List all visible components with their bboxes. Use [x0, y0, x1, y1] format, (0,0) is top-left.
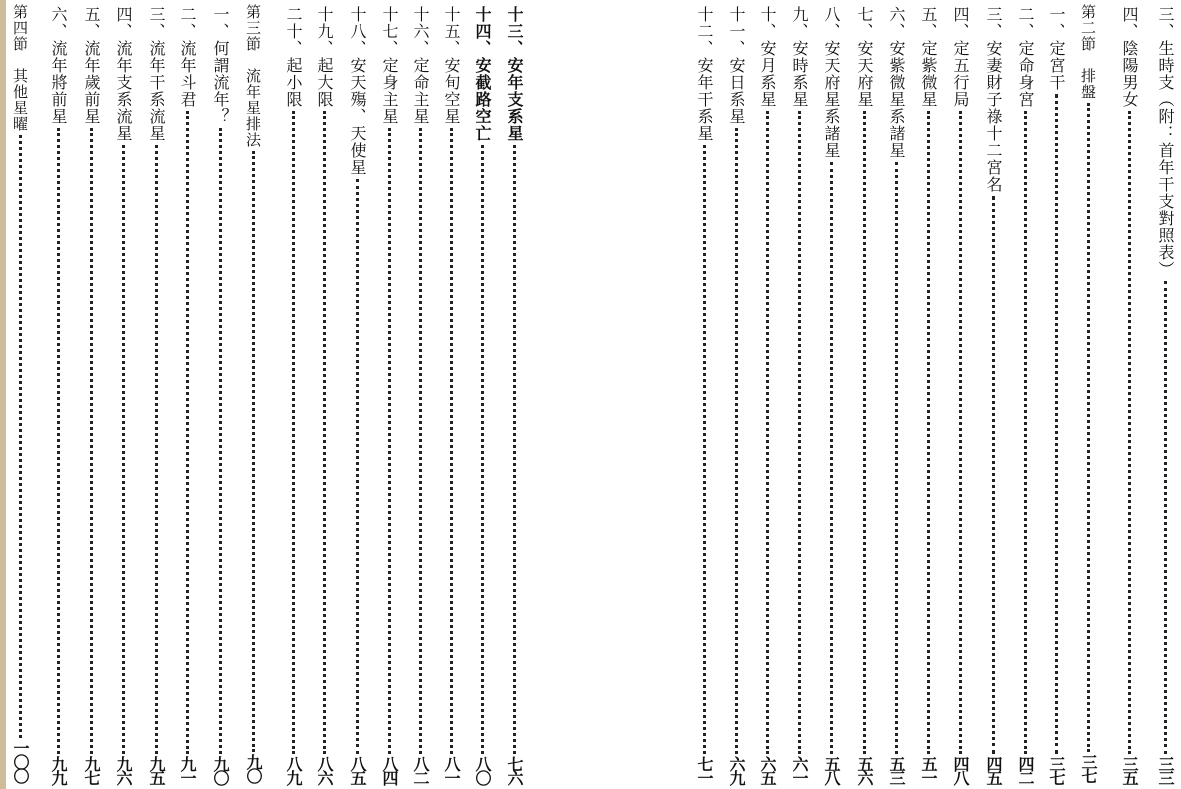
entry-title: 九、安時系星	[790, 6, 809, 108]
page-number: 七一	[695, 756, 714, 784]
entry-title: 十三、安年支系星	[505, 6, 524, 142]
entry-title: 二、流年斗君	[178, 6, 197, 108]
dot-leader	[57, 128, 60, 754]
section-title: 第三節 流年星排法	[244, 4, 262, 148]
toc-entry[interactable]	[882, 6, 910, 784]
entry-title: 四、流年支系流星	[114, 6, 133, 142]
page-number: 九〇	[211, 756, 230, 784]
dot-leader	[219, 128, 222, 754]
toc-section-heading[interactable]	[1074, 4, 1102, 782]
toc-entry[interactable]	[468, 6, 496, 784]
entry-title: 二十、起小限	[284, 6, 303, 108]
page-number: 八九	[284, 756, 303, 784]
dot-leader	[1164, 281, 1167, 754]
page-number: 三三	[1156, 756, 1175, 784]
toc-entry[interactable]	[77, 6, 105, 784]
toc-section-heading[interactable]	[239, 4, 267, 782]
dot-leader	[388, 128, 391, 754]
dot-leader	[798, 111, 801, 754]
entry-title: 十二、安年干系星	[695, 6, 714, 142]
dot-leader	[703, 145, 706, 754]
entry-title: 十九、起大限	[315, 6, 334, 108]
toc-section-heading[interactable]	[6, 4, 34, 782]
page-number: 三五	[1120, 756, 1139, 784]
section-title: 第四節 其他星曜	[11, 4, 29, 132]
dot-leader	[356, 179, 359, 754]
dot-leader	[19, 135, 22, 738]
entry-title: 十七、定身主星	[380, 6, 399, 125]
toc-entry[interactable]	[785, 6, 813, 784]
toc-entry[interactable]	[406, 6, 434, 784]
page-number: 八五	[348, 756, 367, 784]
toc-entry[interactable]	[1011, 6, 1039, 784]
page-number: 五六	[855, 756, 874, 784]
entry-title: 三、流年干系流星	[147, 6, 166, 142]
dot-leader	[830, 162, 833, 754]
entry-title: 七、安天府星	[855, 6, 874, 108]
toc-entry[interactable]	[173, 6, 201, 784]
toc-entry[interactable]	[500, 6, 528, 784]
dot-leader	[735, 128, 738, 754]
entry-title: 十五、安旬空星	[442, 6, 461, 125]
entry-title: 二、定命身宮	[1016, 6, 1035, 108]
toc-entry[interactable]	[1042, 6, 1070, 784]
entry-title: 五、定紫微星	[919, 6, 938, 108]
page-number: 八六	[315, 756, 334, 784]
dot-leader	[927, 111, 930, 754]
page-number: 五三	[887, 756, 906, 784]
toc-entry[interactable]	[206, 6, 234, 784]
dot-leader	[895, 162, 898, 754]
dot-leader	[481, 145, 484, 754]
page-number: 八二	[411, 756, 430, 784]
entry-title: 一、定宮干	[1047, 6, 1066, 91]
page-number: 六五	[758, 756, 777, 784]
toc-entry[interactable]	[946, 6, 974, 784]
toc-entry[interactable]	[279, 6, 307, 784]
dot-leader	[863, 111, 866, 754]
entry-title: 六、流年將前星	[49, 6, 68, 125]
entry-title: 十四、安截路空亡	[473, 6, 492, 142]
page-number: 九五	[147, 756, 166, 784]
toc-entry[interactable]	[1151, 6, 1179, 784]
page-number: 九七	[82, 756, 101, 784]
page-number: 三七	[1079, 754, 1098, 782]
dot-leader	[1087, 103, 1090, 752]
section-title: 第二節 排盤	[1079, 4, 1097, 100]
page-number: 四二	[1016, 756, 1035, 784]
entry-title: 四、定五行局	[951, 6, 970, 108]
toc-entry[interactable]	[753, 6, 781, 784]
toc-entry[interactable]	[722, 6, 750, 784]
entry-title: 十六、定命主星	[411, 6, 430, 125]
page-number: 四五	[984, 756, 1003, 784]
entry-title: 十、安月系星	[758, 6, 777, 108]
page-number: 三七	[1047, 756, 1066, 784]
dot-leader	[292, 111, 295, 754]
dot-leader	[90, 128, 93, 754]
page-number: 一〇〇	[11, 740, 30, 782]
page-number: 五一	[919, 756, 938, 784]
dot-leader	[419, 128, 422, 754]
dot-leader	[155, 145, 158, 754]
toc-entry[interactable]	[142, 6, 170, 784]
dot-leader	[252, 151, 255, 752]
toc-entry[interactable]	[375, 6, 403, 784]
dot-leader	[450, 128, 453, 754]
dot-leader	[1128, 111, 1131, 754]
entry-title: 三、安妻財子祿十二宮名	[984, 6, 1003, 193]
dot-leader	[1024, 111, 1027, 754]
toc-entry[interactable]	[914, 6, 942, 784]
entry-title: 十八、安天殤、天使星	[348, 6, 367, 176]
dot-leader	[992, 196, 995, 754]
dot-leader	[513, 145, 516, 754]
toc-entry[interactable]	[109, 6, 137, 784]
toc-entry[interactable]	[343, 6, 371, 784]
dot-leader	[1055, 94, 1058, 754]
toc-entry[interactable]	[1115, 6, 1143, 784]
page-number: 八〇	[473, 756, 492, 784]
toc-entry[interactable]	[44, 6, 72, 784]
toc-entry[interactable]	[310, 6, 338, 784]
dot-leader	[959, 111, 962, 754]
entry-title: 五、流年歲前星	[82, 6, 101, 125]
toc-entry[interactable]	[690, 6, 718, 784]
page-number: 九六	[114, 756, 133, 784]
dot-leader	[186, 111, 189, 754]
dot-leader	[323, 111, 326, 754]
left-page	[6, 0, 536, 789]
page-number: 六九	[727, 756, 746, 784]
page-number: 八四	[380, 756, 399, 784]
dot-leader	[122, 145, 125, 754]
page-number: 九一	[178, 756, 197, 784]
page-number: 九九	[49, 756, 68, 784]
entry-title: 八、安天府星系諸星	[822, 6, 841, 159]
toc-entry[interactable]	[979, 6, 1007, 784]
page-number: 六一	[790, 756, 809, 784]
toc-entry[interactable]	[850, 6, 878, 784]
toc-entry[interactable]	[437, 6, 465, 784]
dot-leader	[766, 111, 769, 754]
entry-title: 一、何謂流年？	[211, 6, 230, 125]
entry-title: 十一、安日系星	[727, 6, 746, 125]
right-page	[660, 0, 1181, 789]
page-number: 四八	[951, 756, 970, 784]
page-number: 八一	[442, 756, 461, 784]
page-number: 五八	[822, 756, 841, 784]
entry-title: 四、陰陽男女	[1120, 6, 1139, 108]
entry-title: 六、安紫微星系諸星	[887, 6, 906, 159]
page-number: 七六	[505, 756, 524, 784]
page-number: 九〇	[244, 754, 263, 782]
entry-title: 三、生時支（附：首年干支對照表）	[1156, 6, 1175, 278]
toc-entry[interactable]	[817, 6, 845, 784]
